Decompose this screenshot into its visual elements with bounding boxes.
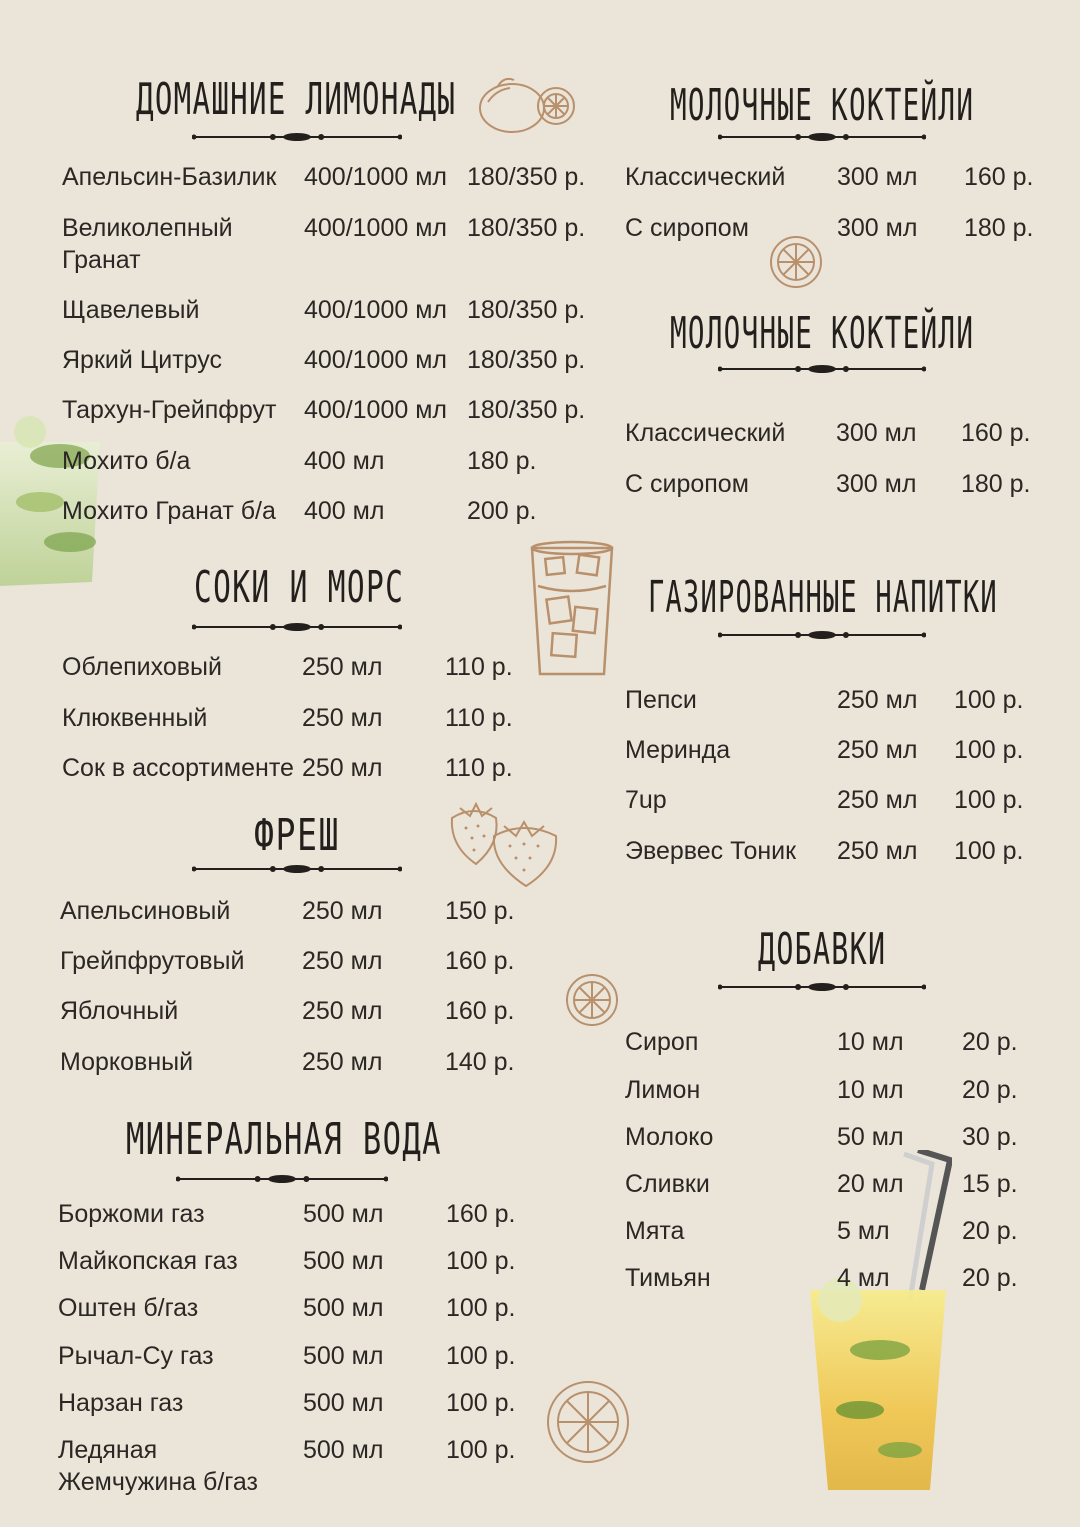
item-price: 140 р. [445, 1048, 515, 1076]
section-divider [192, 864, 402, 874]
item-volume: 250 мл [302, 1048, 383, 1076]
item-name: Яркий Цитрус [62, 346, 223, 374]
item-name: Рычал-Су газ [58, 1342, 214, 1370]
item-volume: 250 мл [302, 947, 383, 975]
item-volume: 400/1000 мл [304, 163, 447, 191]
section-divider [718, 982, 926, 992]
item-price: 20 р. [962, 1217, 1018, 1245]
item-volume: 300 мл [837, 163, 918, 191]
item-price: 180 р. [961, 470, 1031, 498]
item-price: 160 р. [446, 1200, 516, 1228]
item-price: 15 р. [962, 1170, 1018, 1198]
item-volume: 250 мл [837, 786, 918, 814]
item-name: Ледяная [58, 1436, 158, 1464]
item-name: Яблочный [60, 997, 179, 1025]
item-volume: 20 мл [837, 1170, 904, 1198]
item-name: Мята [625, 1217, 685, 1245]
section-title-soda: ГАЗИРОВАННЫЕ НАПИТКИ [648, 572, 998, 623]
item-name: Нарзан газ [58, 1389, 184, 1417]
item-price: 180/350 р. [467, 346, 586, 374]
section-title-milkshakes2: МОЛОЧНЫЕ КОКТЕЙЛИ [670, 308, 975, 359]
item-price: 200 р. [467, 497, 537, 525]
item-volume: 50 мл [837, 1123, 904, 1151]
section-title-addons: ДОБАВКИ [758, 924, 887, 975]
item-volume: 300 мл [837, 214, 918, 242]
item-price: 160 р. [445, 997, 515, 1025]
item-volume: 10 мл [837, 1028, 904, 1056]
item-name-line2: Гранат [62, 246, 141, 274]
item-volume: 250 мл [302, 997, 383, 1025]
section-divider [718, 364, 926, 374]
item-price: 180/350 р. [467, 396, 586, 424]
item-volume: 400/1000 мл [304, 296, 447, 324]
item-volume: 500 мл [303, 1200, 384, 1228]
item-name: Сливки [625, 1170, 710, 1198]
item-price: 30 р. [962, 1123, 1018, 1151]
item-name: Щавелевый [62, 296, 200, 324]
item-volume: 250 мл [302, 754, 383, 782]
item-name: Мохито Гранат б/а [62, 497, 276, 525]
item-price: 100 р. [954, 736, 1024, 764]
item-volume: 250 мл [302, 653, 383, 681]
item-price: 160 р. [961, 419, 1031, 447]
item-price: 160 р. [445, 947, 515, 975]
item-name: Сироп [625, 1028, 699, 1056]
item-name: Пепси [625, 686, 697, 714]
item-name: 7up [625, 786, 667, 814]
item-name: Лимон [625, 1076, 701, 1104]
item-price: 20 р. [962, 1028, 1018, 1056]
item-price: 180 р. [964, 214, 1034, 242]
item-volume: 300 мл [836, 419, 917, 447]
item-name: Грейпфрутовый [60, 947, 245, 975]
item-volume: 250 мл [302, 897, 383, 925]
item-name: Клюквенный [62, 704, 208, 732]
item-name: Боржоми газ [58, 1200, 205, 1228]
item-volume: 500 мл [303, 1294, 384, 1322]
item-volume: 500 мл [303, 1342, 384, 1370]
section-title-milkshakes1: МОЛОЧНЫЕ КОКТЕЙЛИ [670, 80, 975, 131]
item-price: 110 р. [445, 653, 513, 681]
section-divider [192, 622, 402, 632]
item-name: Великолепный [62, 214, 233, 242]
item-name: Апельсин-Базилик [62, 163, 277, 191]
section-title-juices: СОКИ И МОРС [194, 562, 405, 613]
strawberry-icon [444, 798, 564, 890]
item-price: 100 р. [954, 786, 1024, 814]
item-price: 100 р. [954, 837, 1024, 865]
item-volume: 250 мл [302, 704, 383, 732]
item-name: Апельсиновый [60, 897, 231, 925]
cocktail-glass-icon [800, 1150, 952, 1500]
section-divider [718, 630, 926, 640]
item-name: С сиропом [625, 470, 749, 498]
item-name: Сок в ассортименте [62, 754, 294, 782]
item-price: 180 р. [467, 447, 537, 475]
item-name-line2: Жемчужина б/газ [58, 1468, 258, 1496]
section-title-lemonades: ДОМАШНИЕ ЛИМОНАДЫ [136, 74, 457, 125]
item-price: 100 р. [446, 1436, 516, 1464]
citrus-slice-icon [564, 972, 620, 1028]
item-price: 180/350 р. [467, 214, 586, 242]
section-title-fresh: ФРЕШ [254, 810, 340, 861]
item-name: С сиропом [625, 214, 749, 242]
item-volume: 400 мл [304, 497, 385, 525]
lemon-icon [476, 74, 580, 136]
item-volume: 250 мл [837, 837, 918, 865]
item-name: Оштен б/газ [58, 1294, 199, 1322]
item-name: Тархун-Грейпфрут [62, 396, 277, 424]
item-volume: 400/1000 мл [304, 396, 447, 424]
item-price: 20 р. [962, 1076, 1018, 1104]
item-price: 100 р. [954, 686, 1024, 714]
item-volume: 250 мл [837, 736, 918, 764]
section-divider [192, 132, 402, 142]
item-volume: 400/1000 мл [304, 346, 447, 374]
item-name: Морковный [60, 1048, 194, 1076]
item-price: 20 р. [962, 1264, 1018, 1292]
item-volume: 5 мл [837, 1217, 890, 1245]
item-price: 100 р. [446, 1247, 516, 1275]
item-name: Эвервес Тоник [625, 837, 797, 865]
item-name: Молоко [625, 1123, 714, 1151]
item-name: Тимьян [625, 1264, 711, 1292]
item-price: 150 р. [445, 897, 515, 925]
item-name: Классический [625, 419, 786, 447]
item-volume: 400/1000 мл [304, 214, 447, 242]
item-price: 180/350 р. [467, 296, 586, 324]
item-volume: 400 мл [304, 447, 385, 475]
item-price: 110 р. [445, 704, 513, 732]
item-volume: 500 мл [303, 1389, 384, 1417]
glass-icon [526, 538, 618, 680]
item-price: 100 р. [446, 1342, 516, 1370]
item-name: Классический [625, 163, 786, 191]
item-name: Майкопская газ [58, 1247, 238, 1275]
item-name: Облепиховый [62, 653, 222, 681]
item-name: Мохито б/а [62, 447, 191, 475]
item-volume: 10 мл [837, 1076, 904, 1104]
citrus-slice-icon [768, 234, 824, 290]
item-volume: 4 мл [837, 1264, 890, 1292]
citrus-slice-icon [544, 1378, 632, 1466]
section-title-mineral: МИНЕРАЛЬНАЯ ВОДА [126, 1114, 442, 1165]
item-volume: 500 мл [303, 1247, 384, 1275]
item-name: Меринда [625, 736, 731, 764]
item-price: 100 р. [446, 1294, 516, 1322]
item-volume: 250 мл [837, 686, 918, 714]
item-price: 110 р. [445, 754, 513, 782]
item-volume: 300 мл [836, 470, 917, 498]
section-divider [176, 1174, 388, 1184]
item-price: 100 р. [446, 1389, 516, 1417]
item-volume: 500 мл [303, 1436, 384, 1464]
section-divider [718, 132, 926, 142]
item-price: 160 р. [964, 163, 1034, 191]
item-price: 180/350 р. [467, 163, 586, 191]
